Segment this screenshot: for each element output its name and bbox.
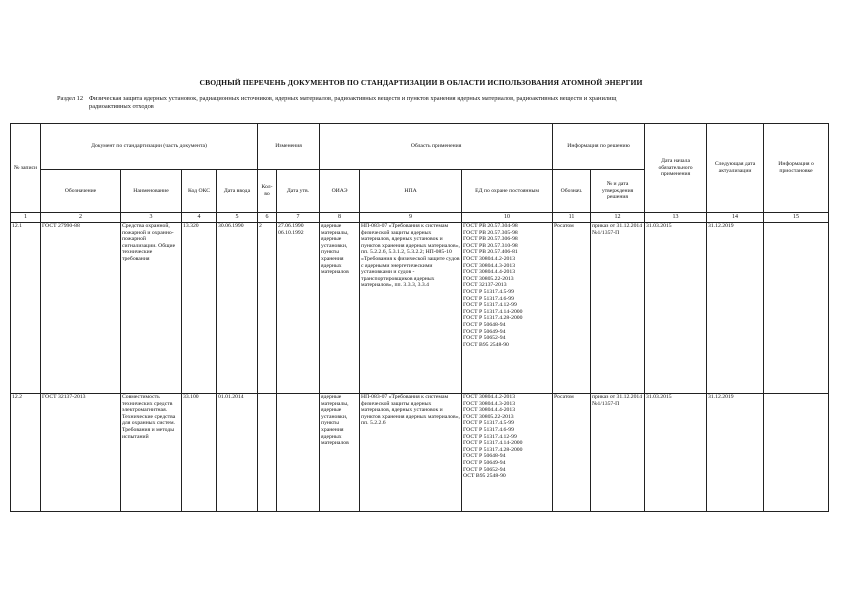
doc-name: Средства охранной, пожарной и охранно-пожарной сигнализации. Общие технические требования — [121, 223, 182, 394]
section-heading — [57, 95, 787, 111]
oiae: ядерные материалы, ядерные установки, пункты хранения ядерных материалов — [320, 223, 360, 394]
ed-item: ГОСТ Р 50648-94 — [463, 321, 506, 328]
ed-item: ГОСТ Р 51317.4.5-99 — [463, 288, 514, 295]
change-date: 06.10.1992 — [278, 229, 304, 236]
header-row-1 — [11, 124, 829, 170]
header-ed: ЕД по охране постоянным — [462, 170, 553, 213]
ed-item: ГОСТ 30804.4.3-2013 — [463, 262, 516, 269]
ed-item: ГОСТ 30804.4.4-2013 — [463, 269, 516, 276]
header-decision-no: № и дата утверждения решения — [591, 170, 645, 213]
ed-item: ГОСТ 30804.4.4-2013 — [463, 407, 516, 414]
review-date: 31.12.2019 — [707, 223, 764, 394]
column-number: 15 — [764, 213, 829, 223]
ed-item: ГОСТ Р 51317.4.14-2000 — [463, 440, 523, 447]
ed-item: ГОСТ Р 51317.4.14-2000 — [463, 308, 523, 315]
ed-item: ГОСТ РВ 20.57.304-98 — [463, 223, 518, 229]
column-number-row — [11, 213, 829, 223]
header-change-no: Кол-во — [258, 170, 277, 213]
info-status — [764, 394, 829, 512]
standards-table — [10, 123, 829, 512]
header-oiae: ОИАЭ — [320, 170, 360, 213]
ed-item: ОСТ В95 2548-90 — [463, 473, 506, 480]
ed-item: ГОСТ 30805.22-2013 — [463, 413, 514, 420]
issuer: Росатом — [553, 223, 591, 394]
start-date: 31.03.2015 — [645, 223, 707, 394]
column-number: 5 — [217, 213, 258, 223]
column-number: 7 — [277, 213, 320, 223]
column-number: 10 — [462, 213, 553, 223]
header-info-status: Информация о приостановке — [764, 124, 829, 213]
table-row — [11, 223, 829, 394]
table-row — [11, 394, 829, 512]
decision: приказ от 31.12.2014 №1/1357-П — [591, 223, 645, 394]
review-date: 31.12.2019 — [707, 394, 764, 512]
ed-item: ГОСТ В95 2548-90 — [463, 341, 509, 348]
section-text-line2: радиоактивных отходов — [89, 103, 154, 111]
issuer: Росатом — [553, 394, 591, 512]
ed-item: ГОСТ 32137-2013 — [463, 282, 507, 289]
ed-item: ГОСТ РВ 20.57.310-98 — [463, 242, 518, 249]
intro-date: 01.01.2014 — [217, 394, 258, 512]
ed-list — [462, 394, 553, 512]
change-no — [258, 394, 277, 512]
record-no: 12.2 — [11, 394, 41, 512]
ed-item: ГОСТ 30804.4.3-2013 — [463, 400, 516, 407]
header-scope-group: Область применения — [320, 124, 553, 170]
ed-item: ГОСТ Р 50649-94 — [463, 328, 506, 335]
change-dates — [277, 223, 320, 394]
npa: НП-083-07 «Требования к системам физической защиты ядерных материалов, ядерных установок и пунктов хранения ядерных материалов», пп. 5.2.2.6 — [360, 394, 462, 512]
column-number: 11 — [553, 213, 591, 223]
doc-name: Совместимость технических средств электромагнитная. Технические средства для охранных систем. Требования и методы испытаний — [121, 394, 182, 512]
ed-item: ГОСТ РВ 20.57.305-98 — [463, 229, 518, 236]
column-number: 12 — [591, 213, 645, 223]
start-date: 31.03.2015 — [645, 394, 707, 512]
section-number: Раздел 12 — [57, 95, 84, 102]
header-document-group: Документ по стандартизации (часть документа) — [41, 124, 258, 170]
header-changes-group: Изменения — [258, 124, 320, 170]
header-oks-code: Код ОКС — [182, 170, 217, 213]
ed-item: ГОСТ Р 50648-94 — [463, 453, 506, 460]
column-number: 3 — [121, 213, 182, 223]
header-record-no: № записи — [11, 124, 41, 213]
header-designation: Обозначение — [41, 170, 121, 213]
ed-item: ГОСТ Р 51317.4.12-99 — [463, 433, 517, 440]
header-change-date: Дата утв. — [277, 170, 320, 213]
section-text-line1: Физическая защита ядерных установок, радиационных источников, ядерных материалов, радиоактивных веществ и пунктов хранения ядерных материалов, радиоактивных веществ и хранилищ — [89, 95, 617, 102]
change-date: 27.06.1990 — [278, 223, 304, 229]
ed-list — [462, 223, 553, 394]
header-intro-date: Дата ввода — [217, 170, 258, 213]
column-number: 9 — [360, 213, 462, 223]
ed-item: ГОСТ Р 51317.4.12-99 — [463, 302, 517, 309]
designation: ГОСТ 32137-2013 — [41, 394, 121, 512]
header-decision-group: Информация по решению — [553, 124, 645, 170]
oks-code: 33.100 — [182, 394, 217, 512]
record-no: 12.1 — [11, 223, 41, 394]
column-number: 14 — [707, 213, 764, 223]
header-npa: НПА — [360, 170, 462, 213]
column-number: 4 — [182, 213, 217, 223]
ed-item: ГОСТ 30805.22-2013 — [463, 275, 514, 282]
column-number: 1 — [11, 213, 41, 223]
ed-item: ГОСТ РВ 20.57.306-98 — [463, 236, 518, 243]
oiae: ядерные материалы, ядерные установки, пункты хранения ядерных материалов — [320, 394, 360, 512]
header-name: Наименование — [121, 170, 182, 213]
column-number: 13 — [645, 213, 707, 223]
ed-item: ГОСТ Р 51317.4.6-99 — [463, 426, 514, 433]
ed-item: ГОСТ Р 51317.4.6-99 — [463, 295, 514, 302]
change-dates — [277, 394, 320, 512]
npa: НП-083-07 «Требования к системам физической защиты ядерных материалов, ядерных установок и пунктов хранения ядерных материалов», пп. 5.2.2.6, 5.3.1.2, 5.3.2.2; НП-085-10 «Требования к физической защите судов с ядерными энергетическими установками и судов - транспортировщиков ядерных материалов», пп. 3.3.3, 3.3.4 — [360, 223, 462, 394]
ed-item: ГОСТ Р 50652-94 — [463, 335, 506, 342]
column-number: 6 — [258, 213, 277, 223]
decision: приказ от 31.12.2014 №1/1357-П — [591, 394, 645, 512]
ed-item: ГОСТ 30804.4.2-2013 — [463, 394, 516, 400]
intro-date: 30.06.1990 — [217, 223, 258, 394]
column-number: 2 — [41, 213, 121, 223]
header-review-date: Следующая дата актуализации — [707, 124, 764, 213]
column-number: 8 — [320, 213, 360, 223]
ed-item: ГОСТ Р 51317.4.5-99 — [463, 420, 514, 427]
header-issuer: Обознач. — [553, 170, 591, 213]
info-status — [764, 223, 829, 394]
header-start-date: Дата начала обязательного применения — [645, 124, 707, 213]
ed-item: ГОСТ Р 50649-94 — [463, 459, 506, 466]
designation: ГОСТ 27990-88 — [41, 223, 121, 394]
ed-item: ГОСТ Р 50652-94 — [463, 466, 506, 473]
oks-code: 13.320 — [182, 223, 217, 394]
ed-item: ГОСТ Р 51317.4.28-2000 — [463, 446, 523, 453]
ed-item: ГОСТ РВ 20.57.406-81 — [463, 249, 518, 256]
ed-item: ГОСТ 30804.4.2-2013 — [463, 255, 516, 262]
change-no: 2 — [258, 223, 277, 394]
ed-item: ГОСТ Р 51317.4.28-2000 — [463, 315, 523, 322]
document-title: СВОДНЫЙ ПЕРЕЧЕНЬ ДОКУМЕНТОВ ПО СТАНДАРТИЗАЦИИ В ОБЛАСТИ ИСПОЛЬЗОВАНИЯ АТОМНОЙ ЭНЕРГИИ — [199, 78, 643, 87]
